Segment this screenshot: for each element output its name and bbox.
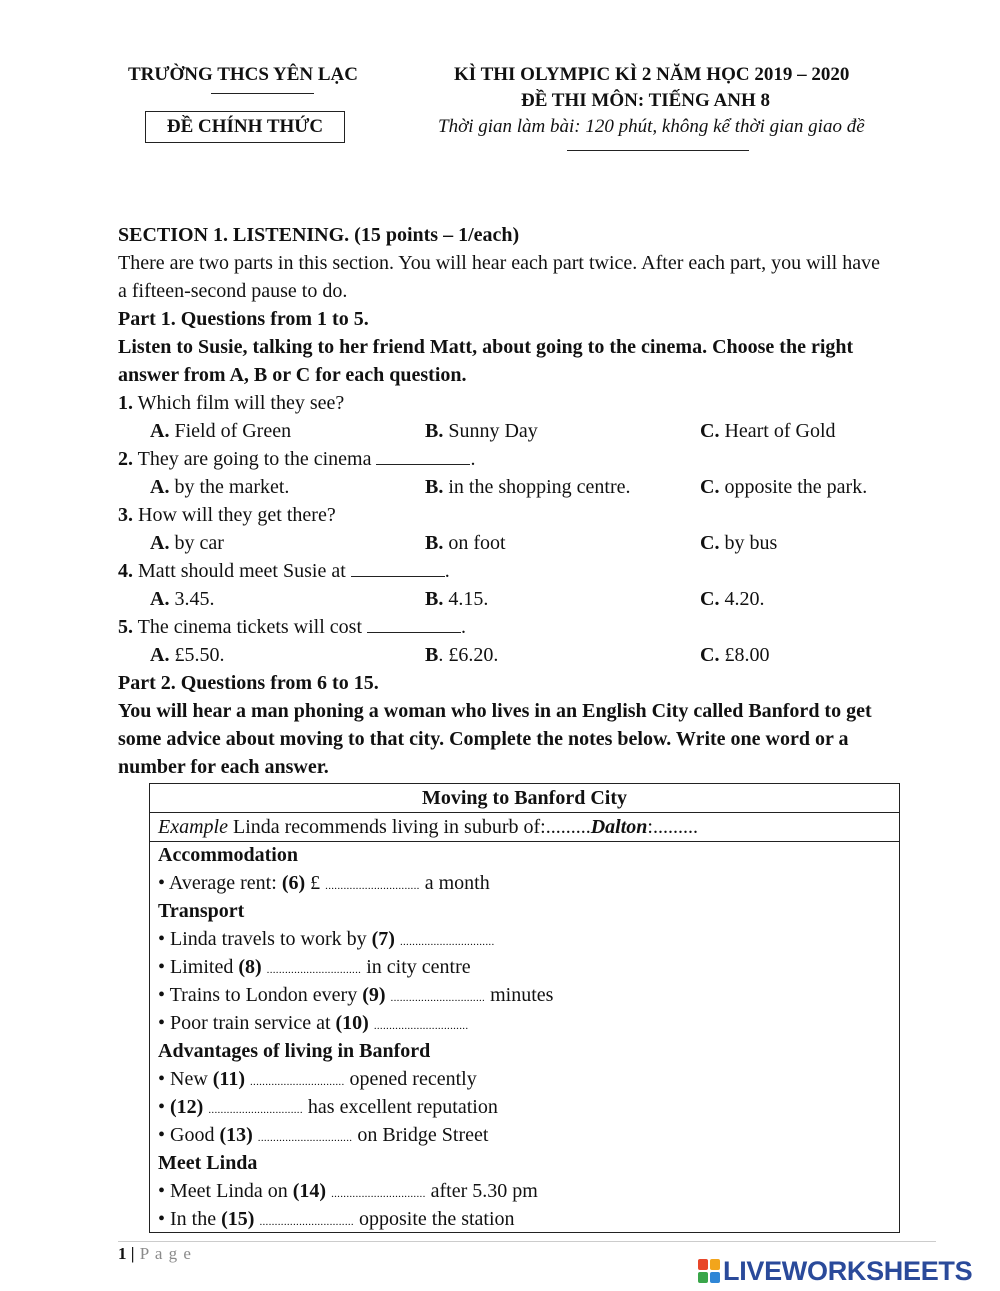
heading-meet-linda: Meet Linda bbox=[158, 1152, 258, 1174]
section1-title: SECTION 1. LISTENING. (15 points – 1/each) bbox=[118, 224, 520, 246]
question-number: 1. bbox=[118, 392, 133, 414]
question-1-option-a: A. Field of Green bbox=[150, 420, 292, 442]
part1-instruction-line2: answer from A, B or C for each question. bbox=[118, 364, 467, 386]
school-underline bbox=[211, 93, 314, 94]
answer-blank[interactable] bbox=[351, 560, 445, 577]
school-name: TRƯỜNG THCS YÊN LẠC bbox=[128, 64, 358, 85]
page-number: 1 | P a g e bbox=[118, 1244, 192, 1263]
answer-blank-11[interactable]: ............................... bbox=[249, 1076, 345, 1088]
header-divider bbox=[567, 150, 749, 151]
answer-blank-13[interactable]: ............................... bbox=[257, 1132, 353, 1144]
question-5: 5. The cinema tickets will cost . bbox=[118, 616, 467, 638]
note-line-8: • Limited (8) ............................... in city centre bbox=[158, 956, 471, 978]
question-2: 2. They are going to the cinema . bbox=[118, 448, 476, 470]
question-4-option-b: B. 4.15. bbox=[425, 588, 489, 610]
note-line-10: • Poor train service at (10) ............................... bbox=[158, 1012, 469, 1034]
note-line-7: • Linda travels to work by (7) ............................... bbox=[158, 928, 495, 950]
answer-blank-8[interactable]: ............................... bbox=[266, 964, 362, 976]
answer-blank-9[interactable]: ............................... bbox=[390, 992, 486, 1004]
answer-blank-10[interactable]: ............................... bbox=[373, 1020, 469, 1032]
question-number: 4. bbox=[118, 560, 133, 582]
section1-intro-line2: a fifteen-second pause to do. bbox=[118, 280, 348, 302]
liveworksheets-logo bbox=[698, 1256, 972, 1286]
part2-instruction-line1: You will hear a man phoning a woman who lives in an English City called Banford to get bbox=[118, 700, 872, 722]
part2-instruction-line3: number for each answer. bbox=[118, 756, 329, 778]
note-line-11: • New (11) ............................... opened recently bbox=[158, 1068, 477, 1090]
part2-title: Part 2. Questions from 6 to 15. bbox=[118, 672, 379, 694]
question-4-option-c: C. 4.20. bbox=[700, 588, 765, 610]
table-example: Example Linda recommends living in suburb of:.........Dalton:......... bbox=[158, 816, 698, 838]
question-number: 2. bbox=[118, 448, 133, 470]
answer-blank-7[interactable]: ............................... bbox=[399, 936, 495, 948]
logo-text: LIVEWORKSHEETS bbox=[723, 1255, 973, 1286]
question-1-option-c: C. Heart of Gold bbox=[700, 420, 836, 442]
note-line-9: • Trains to London every (9) ............................... minutes bbox=[158, 984, 554, 1006]
exam-subject: ĐỀ THI MÔN: TIẾNG ANH 8 bbox=[521, 90, 770, 111]
question-text: They are going to the cinema bbox=[137, 448, 372, 470]
question-text: Which film will they see? bbox=[137, 392, 345, 414]
heading-advantages: Advantages of living in Banford bbox=[158, 1040, 431, 1062]
question-5-option-c: C. £8.00 bbox=[700, 644, 770, 666]
note-line-14: • Meet Linda on (14) ............................... after 5.30 pm bbox=[158, 1180, 538, 1202]
section1-intro-line1: There are two parts in this section. You will hear each part twice. After each part, you will have bbox=[118, 252, 880, 274]
question-number: 5. bbox=[118, 616, 133, 638]
question-text: How will they get there? bbox=[138, 504, 336, 526]
question-3 bbox=[118, 501, 336, 529]
part1-title: Part 1. Questions from 1 to 5. bbox=[118, 308, 369, 330]
note-line-15: • In the (15) ............................... opposite the station bbox=[158, 1208, 515, 1230]
question-4: 4. Matt should meet Susie at . bbox=[118, 560, 450, 582]
question-1-option-b: B. Sunny Day bbox=[425, 420, 538, 442]
question-3-option-a: A. by car bbox=[150, 532, 224, 554]
note-line-13: • Good (13) ............................... on Bridge Street bbox=[158, 1124, 489, 1146]
question-1 bbox=[118, 389, 344, 417]
answer-blank-14[interactable]: ............................... bbox=[331, 1188, 426, 1200]
question-3-option-c: C. by bus bbox=[700, 532, 778, 554]
answer-blank-15[interactable]: ............................... bbox=[259, 1216, 354, 1228]
answer-blank[interactable] bbox=[367, 616, 461, 633]
part1-instruction-line1: Listen to Susie, talking to her friend Matt, about going to the cinema. Choose the right bbox=[118, 336, 854, 358]
table-title: Moving to Banford City bbox=[422, 787, 627, 809]
question-5-option-a: A. £5.50. bbox=[150, 644, 225, 666]
answer-blank-12[interactable]: ............................... bbox=[208, 1104, 303, 1116]
question-4-option-a: A. 3.45. bbox=[150, 588, 215, 610]
part2-instruction-line2: some advice about moving to that city. Complete the notes below. Write one word or a bbox=[118, 728, 849, 750]
question-2-option-a: A. by the market. bbox=[150, 476, 290, 498]
liveworksheets-logo-icon bbox=[698, 1259, 720, 1283]
question-2-option-c: C. opposite the park. bbox=[700, 476, 868, 498]
answer-blank[interactable] bbox=[376, 448, 470, 465]
official-exam-box: ĐỀ CHÍNH THỨC bbox=[145, 111, 345, 143]
exam-title: KÌ THI OLYMPIC KÌ 2 NĂM HỌC 2019 – 2020 bbox=[454, 64, 850, 85]
answer-blank-6[interactable]: ............................... bbox=[325, 880, 420, 892]
question-text: Matt should meet Susie at bbox=[138, 560, 346, 582]
heading-transport: Transport bbox=[158, 900, 245, 922]
exam-time: Thời gian làm bài: 120 phút, không kể thời gian giao đề bbox=[438, 116, 865, 137]
question-number: 3. bbox=[118, 504, 133, 526]
heading-accommodation: Accommodation bbox=[158, 844, 298, 866]
question-2-option-b: B. in the shopping centre. bbox=[425, 476, 631, 498]
question-5-option-b: B. £6.20. bbox=[425, 644, 499, 666]
note-line-6: • Average rent: (6) £ ............................... a month bbox=[158, 872, 490, 894]
note-line-12: • (12) ............................... has excellent reputation bbox=[158, 1096, 498, 1118]
example-answer: Dalton bbox=[590, 816, 648, 838]
question-3-option-b: B. on foot bbox=[425, 532, 506, 554]
question-text: The cinema tickets will cost bbox=[137, 616, 363, 638]
notes-table bbox=[149, 783, 900, 1233]
footer-divider bbox=[118, 1241, 936, 1242]
